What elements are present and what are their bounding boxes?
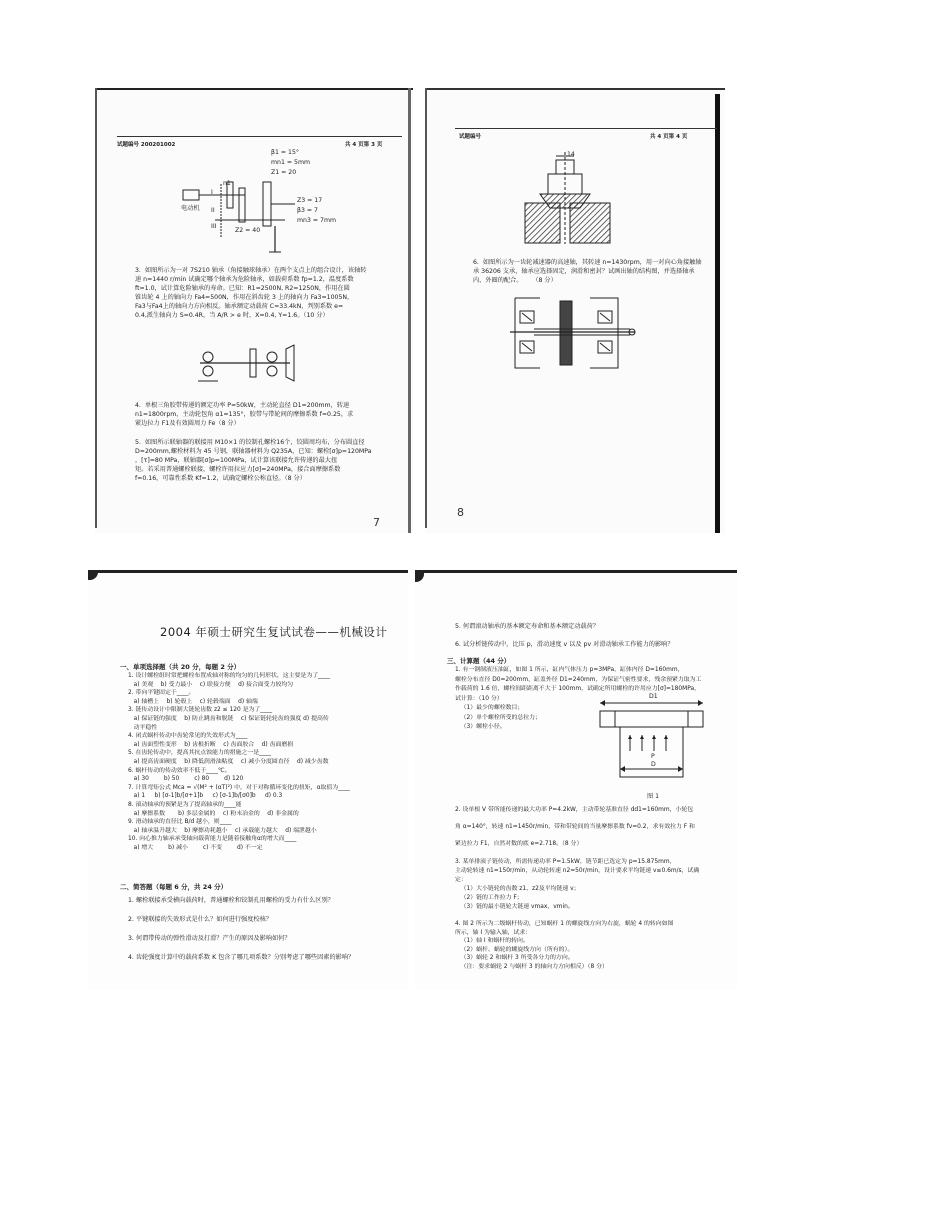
label-roman-1: I <box>211 189 213 196</box>
calc-4-text: 4. 图 2 所示为二级蜗杆传动，已知蜗杆 1 的螺旋线方向为右旋，蜗轮 4 的转向如图 所示，轴 I 为输入轴，试求： （1）轴 I 和蜗杆的转向。 （2）蜗杆、蜗轮的螺旋线方向（所有的）。 （3）蜗轮 2 和蜗杆 3 所受各分力的方向。 （注：要求蜗轮 2 与蜗杆 3 的轴向力方向相反）（8 分） <box>455 921 674 970</box>
question-5-text: 5. 何谓滚动轴承的基本额定寿命和基本额定动载荷？ <box>455 623 599 630</box>
question-6-text: 6. 试分析链传动中，比压 p，滑动速度 v 以及 pv 对滑动轴承工作能力的影响？ <box>455 641 674 648</box>
exam-page-2004-part2 <box>415 570 737 990</box>
dimension-14: 14 <box>567 151 575 158</box>
figure-label-p: P <box>651 753 655 760</box>
exam-title: 2004 年硕士研究生复试试卷——机械设计 <box>160 625 388 639</box>
page-number: 7 <box>373 516 380 529</box>
question-3-text: 3. 如图所示为一对 7S210 轴承（角接触球轴承）在两个支点上的组合设计，该轴转 速 n=1440 r/min 试确定哪个轴承为危险轴承，如载荷系数 fp=1.2，温度系数 ft=1.0，试计算危险轴承的寿命。已知：R1=2500N, R2=1250N，作用在圆 锥齿轮 4 上的轴向力 Fa4=500N，作用在斜齿轮 3 上的轴向力 Fa3=1005N， Fa3与Fa4上的轴向力方向相反。轴承额定动载荷 C=33.4kN，判别系数 e= 0.4,派生轴向力 S=0.4R，当 A/R > e 时，X=0.4, Y=1.6。（10 分） <box>135 267 367 319</box>
label-z2: Z2 = 40 <box>235 227 261 234</box>
bearing-shaft-diagram <box>190 341 310 386</box>
label-beta1: β1 = 15° <box>271 149 299 156</box>
hydraulic-cylinder-figure <box>595 695 710 790</box>
figure-label-d1: D1 <box>649 693 658 700</box>
label-z1: Z1 = 20 <box>271 169 297 176</box>
exam-page-8 <box>425 88 725 533</box>
flange-bolt-section <box>520 148 630 248</box>
page-header-left: 试题编号 200201002 <box>117 142 176 148</box>
reducer-shaft-diagram <box>510 293 640 373</box>
page-header-left: 试题编号 <box>459 134 482 140</box>
label-mn3: mn3 = 7mm <box>297 217 336 224</box>
exam-page-7 <box>95 88 413 533</box>
figure-caption: 图 1 <box>647 793 660 800</box>
label-roman-3: III <box>211 223 217 230</box>
question-5-text: 5. 如图所示联轴器的联接用 M10×1 的铰制孔螺栓16个，铰圆周均布，分布圆直径 D=200mm,螺栓材料为 45 号钢，联轴器材料为 Q235A，已知：螺栓[σ]p=120MPa ，[τ]=80 MPa，联轴器[σ]p=100MPa，试计算该联接允许传递的最大扭 矩。若采用普通螺栓联接，螺栓许用拉应力[σ]=240MPa，接合面摩擦系数 f=0.16，可靠性系数 Kf=1.2，试确定螺栓公称直径。（8 分） <box>135 439 372 482</box>
question-4-text: 4. 单根三角胶带传递的额定功率 P=50kW，主动轮直径 D1=200mm，转速 n1=1800rpm，主动轮包角 α1=135°，胶带与带轮间的摩擦系数 f=0.25，求 紧边拉力 F1及有效圆周力 Fe（8 分） <box>135 402 354 427</box>
label-mn1: mn1 = 5mm <box>271 159 310 166</box>
calc-3-text: 3. 某单排滚子链传动，所需传递功率 P=1.5kW，链节距已选定为 p=15.875mm， 主动轮转速 n1=150r/min，从动轮转速 n2=50r/min，设计要求平均链速 v≤0.6m/s，试确 定： （1）大小链轮的齿数 z1、z2及平均链速 v； （2）链的工作拉力 F； （3）链的最小链轮大链速 vmax、vmin。 <box>455 859 700 910</box>
page-header-right: 共 4 页第 3 页 <box>345 142 383 148</box>
label-motor: 电动机 <box>181 205 200 212</box>
section-1-heading: 一、单项选择题（共 20 分，每题 2 分） <box>120 663 241 671</box>
question-6-text: 6. 如图所示为一齿轮减速器的高速轴，其转速 n=1430rpm，用一对向心角接触轴 承 36206 支承，轴承应选择固定，润滑和密封？试画出轴的结构图，并选择轴承 内、外圈的配合。 （8 分） <box>473 259 702 284</box>
label-beta3: β3 = 7 <box>297 207 318 214</box>
short-answer-items: 1. 螺栓联接承受横向载荷时，普通螺栓和铰制孔用螺栓的受力有什么区别？ 2. 平键联接的失效形式是什么？如何进行强度校核？ 3. 何谓带传动的弹性滑动及打滑？产生的原因及影响如何？ 4. 齿轮强度计算中的载荷系数 K 包含了哪几项系数？分别考虑了哪些因素的影响？ <box>128 897 355 961</box>
calc-1-text: 1. 有一钢制液压油缸，如图 1 所示，缸内气体压力 p=3MPa，缸体内径 D=160mm， 螺栓分布直径 D0=200mm，缸盖外径 D1=240mm，为保证气密性要求，残余预紧力取为工 作载荷的 1.6 倍，螺栓间距距离不大于 100mm，试确定所用螺栓的许用应力[σ]=180MPa， 试计算：（10 分） （1）最少的螺栓数目； （2）单个螺栓所受的总拉力； （3）螺栓小径。 <box>455 667 702 730</box>
label-n1: n1 <box>223 180 231 187</box>
label-z3: Z3 = 17 <box>297 197 323 204</box>
multiple-choice-items: 1. 设计螺栓组时常把螺栓布置成轴对称的均匀的几何形状，这主要是为了____ a) 美观 b) 受力最小 c) 联接方便 d) 接合面受力较均匀 2. 带向平键固定于____。 a) 轴槽上 b) 轮毂上 c) 轮毂端面 d) 轴端 3. 链传动设计中限制大链轮齿数 z2 ≤ 120 是为了____ a) 保证链的强度 b) 防止跳齿和脱链 c) 保证链轮轮齿的强度 d) 提高传 动平稳性 4. 闭式蜗杆传动中齿轮常见的失效形式为____ a) 齿面塑性变形 b) 齿根折断 c) 齿面胶合 d) 齿面磨损 5. 在齿轮传动中，提高其抗点蚀能力的措施之一是____ a) 提高齿面硬度 b) 降低润滑油粘度 c) 减小分度圆直径 d) 减少齿数 6. 蜗杆传动的传动效率不低于____℃。 a) 30 b) 50 c) 80 d) 120 7. 计算弯矩公式 Mca = √(M² + (αT)²) 中，对于对称循环变化的扭矩，α取值为____ a) 1 b) [σ-1]b/[σ+1]b c) [σ-1]b/[σ0]b d) 0.3 8. 滚动轴承的预紧是为了提高轴承的____能 a) 摩擦系数 b) 多层金属的 c) 粉末冶金的 d) 非金属的 9. 滑动轴承的直径比 B/d 越小，则____ a) 轴承温升越大 b) 摩擦功耗越小 c) 承载能力越大 d) 端泄越小 10. 向心推力轴承承受轴向载荷能力是随着接触角α的增大而____ a) 增大 b) 减小 c) 不变 d) 不一定 <box>128 673 350 851</box>
figure-label-d: D <box>651 761 656 768</box>
calc-2-text: 2. 设单根 V 带所能传递的最大功率 P=4.2kW，主动带轮基准直径 dd1=160mm，小轮包 角 α=140°，转速 n1=1450r/min，带和带轮间的当量摩擦系数 fv=0.2，求有效拉力 F 和 紧边拉力 F1，自然对数的底 e=2.718。（8 分） <box>455 807 695 848</box>
exam-page-2004-part1 <box>88 570 408 990</box>
section-3-heading: 三、计算题（44 分） <box>447 657 511 665</box>
label-roman-2: II <box>211 207 215 214</box>
section-2-heading: 二、简答题（每题 6 分，共 24 分） <box>120 883 228 891</box>
page-header-right: 共 4 页第 4 页 <box>650 134 688 140</box>
page-number: 8 <box>457 506 464 519</box>
